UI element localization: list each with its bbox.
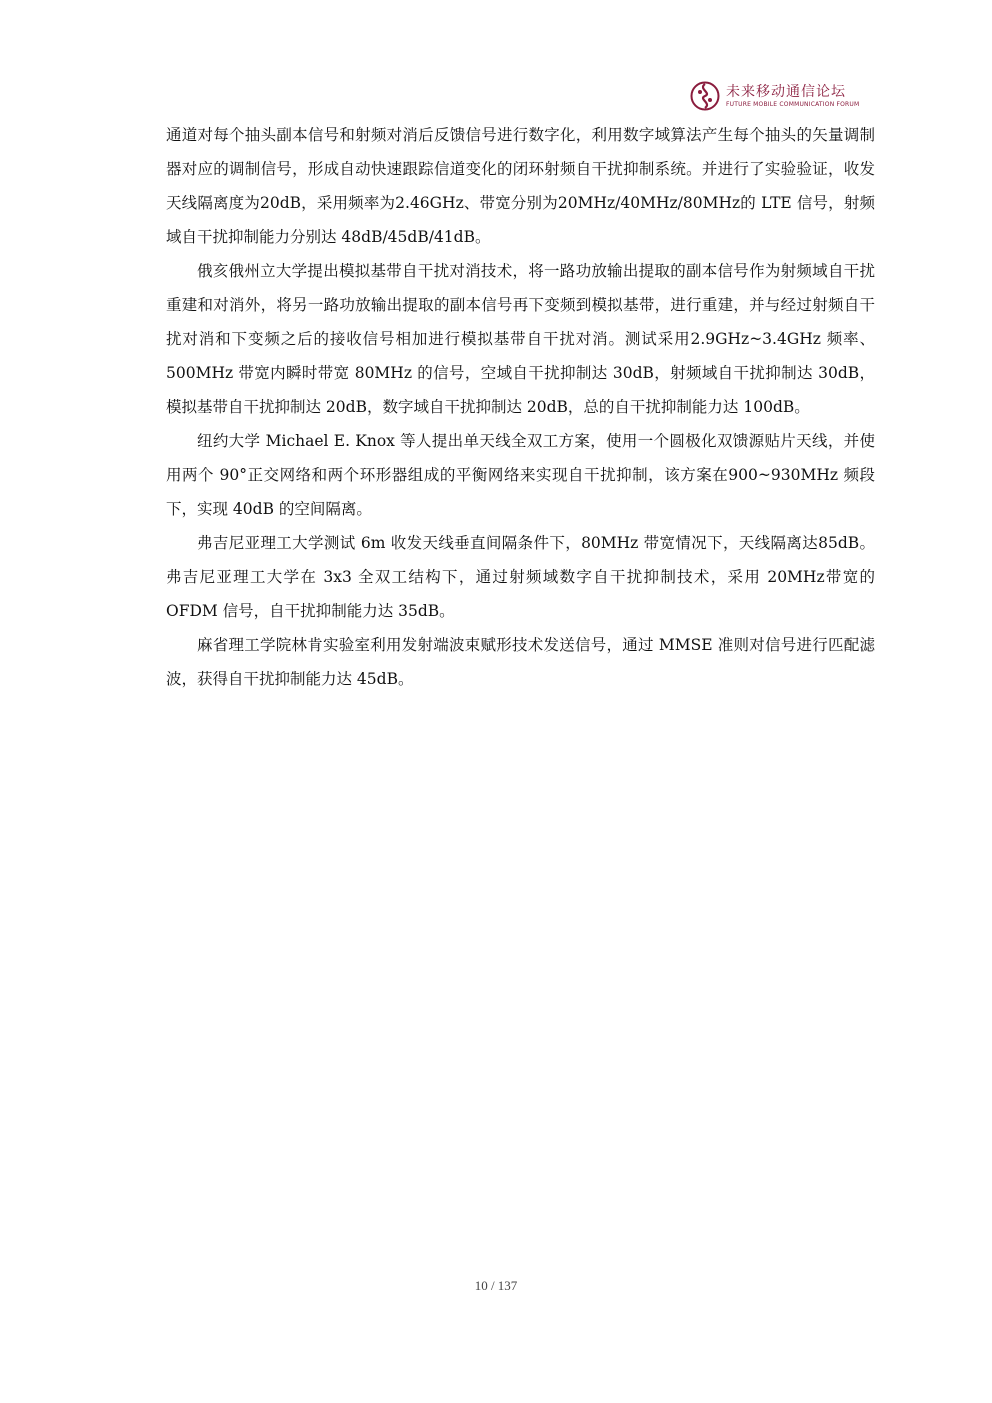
paragraph-mit-lincoln: 麻省理工学院林肯实验室利用发射端波束赋形技术发送信号，通过 MMSE 准则对信号进行匹配滤波，获得自干扰抑制能力达 45dB。	[166, 636, 875, 688]
paragraph-ohio-state: 俄亥俄州立大学提出模拟基带自干扰对消技术，将一路功放输出提取的副本信号作为射频域自干扰重建和对消外，将另一路功放输出提取的副本信号再下变频到模拟基带，进行重建，并与经过射频自干扰对消和下变频之后的接收信号相加进行模拟基带自干扰对消。测试采用2.9GHz~3.4GHz 频率、500MHz 带宽内瞬时带宽 80MHz 的信号，空域自干扰抑制达 30dB，射频域自干扰抑制达 30dB，模拟基带自干扰抑制达 20dB，数字域自干扰抑制达 20dB，总的自干扰抑制能力达 100dB。	[166, 262, 875, 416]
paragraph-nyu: 纽约大学 Michael E. Knox 等人提出单天线全双工方案，使用一个圆极化双馈源贴片天线，并使用两个 90°正交网络和两个环形器组成的平衡网络来实现自干扰抑制，该方案在900~930MHz 频段下，实现 40dB 的空间隔离。	[166, 432, 875, 518]
logo-text	[726, 85, 859, 108]
logo-chinese-name: 未来移动通信论坛	[726, 83, 846, 100]
paragraph-continued: 通道对每个抽头副本信号和射频对消后反馈信号进行数字化，利用数字域算法产生每个抽头的矢量调制器对应的调制信号，形成自动快速跟踪信道变化的闭环射频自干扰抑制系统。并进行了实验验证，收发天线隔离度为20dB，采用频率为2.46GHz、带宽分别为20MHz/40MHz/80MHz的 LTE 信号，射频域自干扰抑制能力分别达 48dB/45dB/41dB。	[166, 126, 875, 246]
header-logo	[690, 78, 876, 114]
forum-logo-icon	[690, 81, 720, 111]
document-body	[166, 118, 875, 696]
page-number: 10 / 137	[474, 1278, 518, 1293]
paragraph-virginia-tech: 弗吉尼亚理工大学测试 6m 收发天线垂直间隔条件下，80MHz 带宽情况下，天线隔离达85dB。弗吉尼亚理工大学在 3x3 全双工结构下，通过射频域数字自干扰抑制技术，采用 20MHz带宽的 OFDM 信号，自干扰抑制能力达 35dB。	[166, 534, 875, 620]
logo-english-name: FUTURE MOBILE COMMUNICATION FORUM	[726, 100, 860, 108]
